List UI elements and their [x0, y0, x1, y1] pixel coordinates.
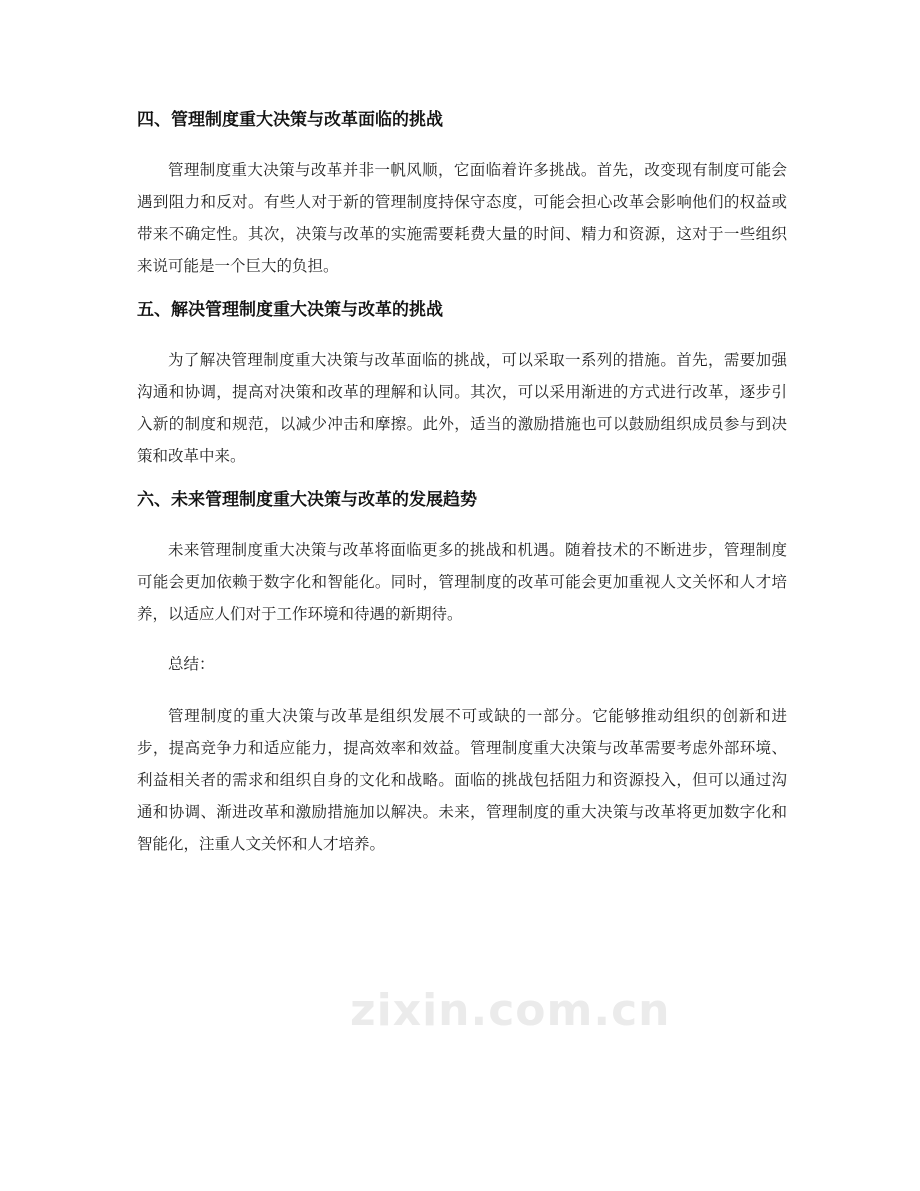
document-page — [137, 100, 787, 860]
section-paragraph-6: 未来管理制度重大决策与改革将面临更多的挑战和机遇。随着技术的不断进步，管理制度可能会更加依赖于数字化和智能化。同时，管理制度的改革可能会更加重视人文关怀和人才培养，以适应人们对于工作环境和待遇的新期待。 — [137, 541, 787, 623]
section-title-5: 五、解决管理制度重大决策与改革的挑战 — [137, 300, 443, 320]
summary-label: 总结： — [168, 655, 215, 673]
summary-paragraph: 管理制度的重大决策与改革是组织发展不可或缺的一部分。它能够推动组织的创新和进步，提高竞争力和适应能力，提高效率和效益。管理制度重大决策与改革需要考虑外部环境、利益相关者的需求和组织自身的文化和战略。面临的挑战包括阻力和资源投入，但可以通过沟通和协调、渐进改革和激励措施加以解决。未来，管理制度的重大决策与改革将更加数字化和智能化，注重人文关怀和人才培养。 — [137, 707, 787, 853]
section-title-6: 六、未来管理制度重大决策与改革的发展趋势 — [137, 490, 477, 510]
section-paragraph-5: 为了解决管理制度重大决策与改革面临的挑战，可以采取一系列的措施。首先，需要加强沟通和协调，提高对决策和改革的理解和认同。其次，可以采用渐进的方式进行改革，逐步引入新的制度和规范，以减少冲击和摩擦。此外，适当的激励措施也可以鼓励组织成员参与到决策和改革中来。 — [137, 351, 787, 465]
watermark: zixin.com.cn — [350, 985, 671, 1036]
section-title-4: 四、管理制度重大决策与改革面临的挑战 — [137, 110, 443, 130]
section-paragraph-4: 管理制度重大决策与改革并非一帆风顺，它面临着许多挑战。首先，改变现有制度可能会遇到阻力和反对。有些人对于新的管理制度持保守态度，可能会担心改革会影响他们的权益或带来不确定性。其次，决策与改革的实施需要耗费大量的时间、精力和资源，这对于一些组织来说可能是一个巨大的负担。 — [137, 161, 787, 275]
